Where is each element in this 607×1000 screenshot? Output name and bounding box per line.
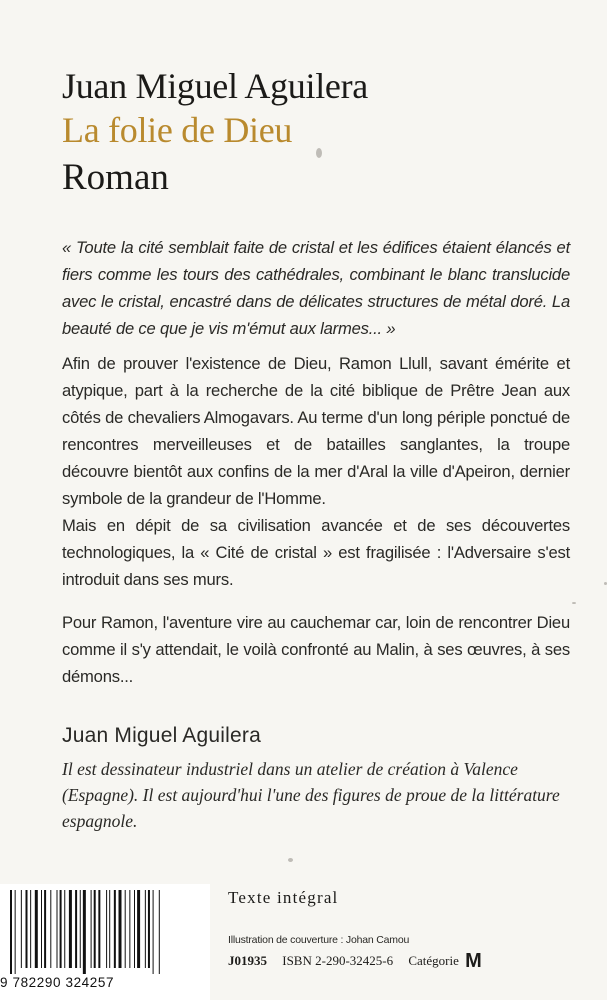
barcode-bar — [129, 890, 130, 968]
barcode-bar — [44, 890, 46, 968]
barcode-bar — [83, 890, 86, 974]
barcode-bar — [35, 890, 38, 968]
barcode-bar — [64, 890, 65, 968]
edition-label: Texte intégral — [228, 888, 339, 907]
barcode-bar — [114, 890, 116, 968]
barcode-bar — [94, 890, 96, 968]
barcode-bar — [134, 890, 135, 968]
barcode-bar — [159, 890, 160, 974]
barcode-bar — [50, 890, 51, 968]
barcode-bar — [148, 890, 150, 968]
barcode-bar — [137, 890, 140, 968]
barcode-bar — [91, 890, 92, 968]
barcode-bar — [21, 890, 22, 968]
barcode-bar — [145, 890, 146, 968]
barcode-bar — [60, 890, 62, 968]
catalog-code: J01935 — [228, 953, 267, 968]
barcode-bar — [125, 890, 126, 968]
barcode-bar — [106, 890, 107, 968]
blurb-paragraph-2: Mais en dépit de sa civilisation avancée et de ses découvertes technologiques, la « Cité de cristal » est fragilisée : l'Adversaire s'est introduit dans ses murs. — [62, 516, 570, 589]
barcode-bar — [153, 890, 154, 974]
barcode-bar — [109, 890, 110, 968]
category-letter: M — [465, 950, 482, 972]
illustration-credit: Illustration de couverture : Johan Camou — [228, 934, 410, 946]
catalog-line — [228, 950, 482, 973]
barcode-bar — [80, 890, 81, 968]
blurb-paragraph-3: Pour Ramon, l'aventure vire au cauchemar car, loin de rencontrer Dieu comme il s'y attendait, le voilà confronté au Malin, à ses œuvres, à ses démons... — [62, 613, 570, 686]
barcode-bars — [6, 884, 206, 974]
barcode-bar — [15, 890, 16, 974]
isbn-text: ISBN 2-290-32425-6 — [282, 953, 394, 968]
barcode-bar — [30, 890, 31, 968]
genre-label: Roman — [62, 157, 169, 198]
book-title: La folie de Dieu — [62, 110, 293, 150]
barcode-bar — [57, 890, 58, 968]
blurb-paragraph-1: Afin de prouver l'existence de Dieu, Ramon Llull, savant émérite et atypique, part à la recherche de la cité biblique de Prêtre Jean aux côtés de chevaliers Almogavars. Au terme d'un long périple ponctué de rencontres merveilleuses et de batailles sanglantes, la troupe découvre bientôt aux confins de la mer d'Aral la ville d'Apeiron, dernier symbole de la grandeur de l'Homme. — [62, 354, 570, 508]
barcode-bar — [41, 890, 42, 968]
barcode-digits: 9 782290 324257 — [0, 975, 115, 990]
paper-speck — [316, 148, 322, 158]
bio-text: Il est dessinateur industriel dans un atelier de création à Valence (Espagne). Il est aujourd'hui l'une des figures de proue de la littérature espagnole. — [62, 759, 560, 831]
paper-speck — [288, 858, 293, 862]
barcode-bar — [98, 890, 100, 968]
barcode-bar — [69, 890, 72, 968]
barcode-bar — [26, 890, 28, 968]
barcode-bar — [75, 890, 77, 968]
barcode-bar — [10, 890, 12, 974]
category-label: Catégorie — [408, 953, 459, 968]
blurb-quote: « Toute la cité semblait faite de cristal et les édifices étaient élancés et fiers comme les tours des cathédrales, combinant le blanc translucide avec le cristal, encastré dans de délicates structures de métal doré. La beauté de ce que je vis m'émut aux larmes... » — [62, 238, 570, 338]
bio-author-name: Juan Miguel Aguilera — [62, 724, 261, 747]
author-name: Juan Miguel Aguilera — [62, 66, 368, 106]
barcode-bar — [119, 890, 122, 968]
paper-speck — [572, 602, 576, 604]
